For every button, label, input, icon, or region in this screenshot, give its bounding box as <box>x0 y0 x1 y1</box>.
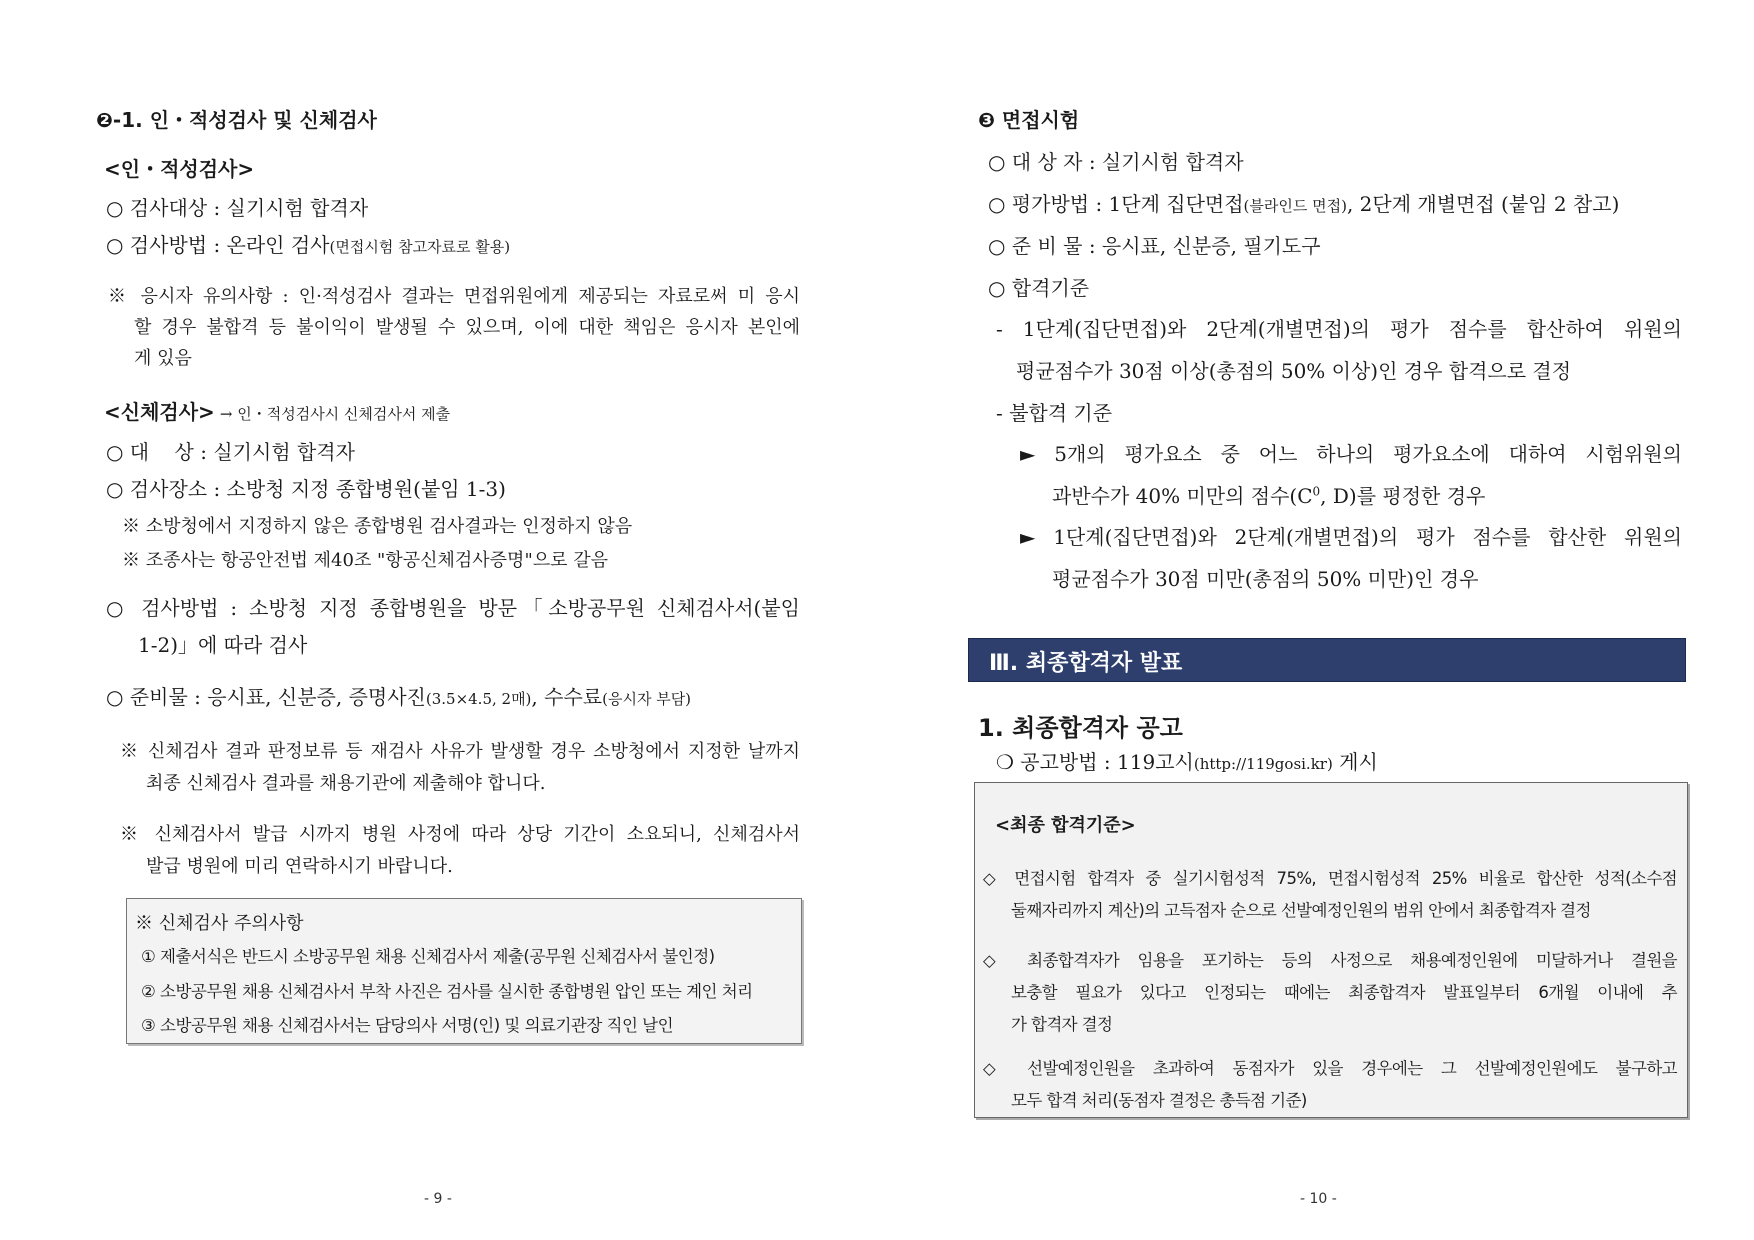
page-number-left: - 9 - <box>424 1191 452 1207</box>
physical-note2-line1: ※ 신체검사서 발급 시까지 병원 사정에 따라 상당 기간이 소요되니, 신체검사서 <box>120 824 800 845</box>
interview-criteria-line2: 평균점수가 30점 이상(총점의 50% 이상)인 경우 합격으로 결정 <box>1016 359 1572 383</box>
physical-prep-fee: , 수수료 <box>531 685 603 709</box>
physical-note2-line2: 발급 병원에 미리 연락하시기 바랍니다. <box>146 856 453 877</box>
interview-eval-label: ○ 평가방법 : 1단계 집단면접 <box>988 192 1244 216</box>
aptitude-target: ○ 검사대상 : 실기시험 합격자 <box>106 196 369 220</box>
final-criteria-item2-line2: 보충할 필요가 있다고 인정되는 때에는 최종합격자 발표일부터 6개월 이내에 추 <box>1011 983 1677 1002</box>
physical-place: ○ 검사장소 : 소방청 지정 종합병원(붙임 1-3) <box>106 477 506 501</box>
physical-note1-line1: ※ 신체검사 결과 판정보류 등 재검사 사유가 발생할 경우 소방청에서 지정한 날까지 <box>120 741 800 762</box>
caution-box-title: ※ 신체검사 주의사항 <box>135 913 304 934</box>
physical-note1-line2: 최종 신체검사 결과를 채용기관에 제출해야 합니다. <box>146 773 546 794</box>
physical-place-note1: ※ 소방청에서 지정하지 않은 종합병원 검사결과는 인정하지 않음 <box>122 516 633 537</box>
final-criteria-item2-line3: 가 합격자 결정 <box>1011 1015 1113 1034</box>
final-criteria-item1-line1: ◇ 면접시험 합격자 중 실기시험성적 75%, 면접시험성적 25% 비율로 합산한 성적(소수점 <box>983 869 1677 888</box>
physical-exam-heading-row <box>104 396 450 425</box>
fail-criterion-1-superscript: 0 <box>1312 484 1321 499</box>
interview-section-title: ❸ 면접시험 <box>978 108 1080 132</box>
interview-criteria-line1: - 1단계(집단면접)와 2단계(개별면접)의 평가 점수를 합산하여 위원의 <box>996 317 1682 341</box>
interview-eval-method <box>988 188 1619 217</box>
final-criteria-item3-line1: ◇ 선발예정인원을 초과하여 동점자가 있을 경우에는 그 선발예정인원에도 불구하고 <box>983 1059 1677 1078</box>
fail-criteria-heading: - 불합격 기준 <box>996 401 1113 425</box>
final-criteria-item2-line1: ◇ 최종합격자가 임용을 포기하는 등의 사정으로 채용예정인원에 미달하거나 결원을 <box>983 951 1677 970</box>
final-pass-criteria-box <box>974 782 1688 1118</box>
aptitude-method <box>106 229 510 258</box>
interview-eval-rest: , 2단계 개별면접 (붙임 2 참고) <box>1346 192 1620 216</box>
caution-item-2: ② 소방공무원 채용 신체검사서 부착 사진은 검사를 실시한 종합병원 압인 또는 계인 처리 <box>141 982 753 1001</box>
applicant-notice-line1: ※ 응시자 유의사항 : 인·적성검사 결과는 면접위원에게 제공되는 자료로써 미 응시 <box>108 286 800 307</box>
page-number-right: - 10 - <box>1300 1191 1337 1207</box>
interview-prep: ○ 준 비 물 : 응시표, 신분증, 필기도구 <box>988 234 1321 258</box>
fail-criterion-2-line2: 평균점수가 30점 미만(총점의 50% 미만)인 경우 <box>1052 567 1479 591</box>
physical-method-line2: 1-2)」에 따라 검사 <box>138 633 308 657</box>
announcement-title: 1. 최종합격자 공고 <box>978 714 1183 742</box>
physical-prep <box>106 681 691 710</box>
final-criteria-item3-line2: 모두 합격 처리(동점자 결정은 총득점 기준) <box>1011 1091 1307 1110</box>
aptitude-method-label: ○ 검사방법 : 온라인 검사 <box>106 233 330 257</box>
fail-criterion-2-line1: ► 1단계(집단면접)와 2단계(개별면접)의 평가 점수를 합산한 위원의 <box>1020 525 1682 549</box>
announcement-method-rest: 게시 <box>1332 750 1378 774</box>
applicant-notice-line3: 게 있음 <box>134 348 192 369</box>
aptitude-test-heading: <인・적성검사> <box>104 157 255 181</box>
physical-prep-label: ○ 준비물 : 응시표, 신분증, 증명사진 <box>106 685 426 709</box>
final-criteria-title: <최종 합격기준> <box>995 815 1136 836</box>
section-title-aptitude-physical: ❷-1. 인・적성검사 및 신체검사 <box>96 108 377 132</box>
caution-item-3: ③ 소방공무원 채용 신체검사서는 담당의사 서명(인) 및 의료기관장 직인 날인 <box>141 1016 674 1035</box>
announcement-method-label: ❍ 공고방법 : 119고시 <box>996 750 1194 774</box>
physical-caution-box <box>126 898 802 1044</box>
interview-criteria: ○ 합격기준 <box>988 276 1090 300</box>
final-criteria-item1-line2: 둘째자리까지 계산)의 고득점자 순으로 선발예정인원의 범위 안에서 최종합격자 결정 <box>1011 901 1591 920</box>
physical-prep-photo: (3.5×4.5, 2매) <box>425 690 532 708</box>
final-result-banner <box>968 638 1686 682</box>
announcement-url: (http://119gosi.kr) <box>1193 755 1333 773</box>
physical-place-note2: ※ 조종사는 항공안전법 제40조 "항공신체검사증명"으로 갈음 <box>122 550 608 571</box>
physical-method-line1: ○ 검사방법 : 소방청 지정 종합병원을 방문「소방공무원 신체검사서(붙임 <box>106 596 800 620</box>
physical-target: ○ 대 상 : 실기시험 합격자 <box>106 440 355 464</box>
interview-target: ○ 대 상 자 : 실기시험 합격자 <box>988 150 1244 174</box>
fail-criterion-1-text-b: , D)를 평정한 경우 <box>1320 484 1486 508</box>
fail-criterion-1-text-a: 과반수가 40% 미만의 점수(C <box>1052 484 1313 508</box>
fail-criterion-1-line2 <box>1052 480 1485 509</box>
caution-item-1: ① 제출서식은 반드시 소방공무원 채용 신체검사서 제출(공무원 신체검사서 불인정) <box>141 947 715 966</box>
physical-exam-heading-note: → 인・적성검사시 신체검사서 제출 <box>219 405 451 423</box>
announcement-method <box>996 746 1378 775</box>
interview-eval-blind: (블라인드 면접) <box>1243 197 1347 215</box>
fail-criterion-1-line1: ► 5개의 평가요소 중 어느 하나의 평가요소에 대하여 시험위원의 <box>1020 442 1682 466</box>
final-result-banner-text: Ⅲ. 최종합격자 발표 <box>989 651 1183 676</box>
physical-prep-fee-note: (응시자 부담) <box>602 690 692 708</box>
aptitude-method-note: (면접시험 참고자료로 활용) <box>329 238 511 256</box>
physical-exam-heading: <신체검사> <box>104 400 215 424</box>
applicant-notice-line2: 할 경우 불합격 등 불이익이 발생될 수 있으며, 이에 대한 책임은 응시자 본인에 <box>134 317 800 338</box>
